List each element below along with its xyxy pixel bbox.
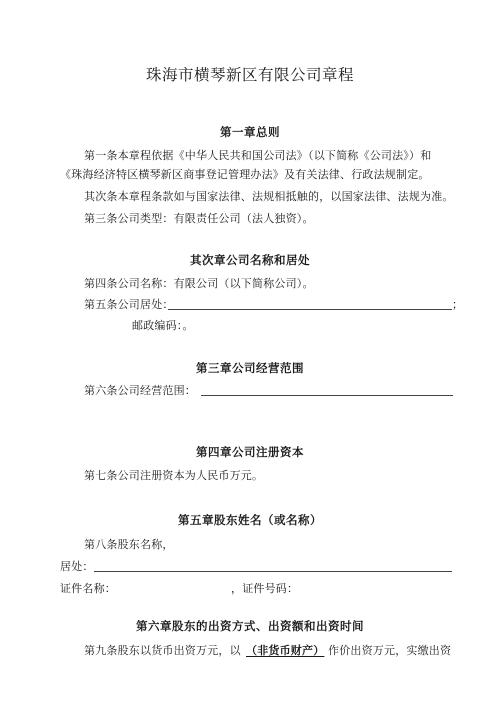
- article-9-non-currency-property: （非货币财产）: [246, 644, 325, 657]
- document-title: 珠海市横琴新区有限公司章程: [145, 66, 354, 84]
- article-2: 其次条本章程条款如与国家法律、法规相抵触的，以国家法律、法规为准。: [84, 190, 454, 203]
- residence-blank-line: [94, 571, 452, 572]
- article-3: 第三条公司类型：有限责任公司（法人独资）。: [84, 212, 314, 225]
- article-8: 第八条股东名称，: [84, 538, 174, 551]
- chapter-5-heading: 第五章股东姓名（或名称）: [178, 513, 322, 527]
- residence-label: 居处：: [60, 560, 94, 573]
- article-6: 第六条公司经营范围：: [84, 384, 196, 397]
- certificate-number-label: ，证件号码：: [231, 582, 299, 595]
- business-scope-blank-line: [201, 395, 453, 396]
- chapter-1-heading: 第一章总则: [220, 125, 280, 139]
- article-9-part-1: 第九条股东以货币出资万元，以: [84, 644, 241, 657]
- article-5: 第五条公司居处：: [84, 298, 174, 311]
- certificate-name-label: 证件名称：: [60, 582, 116, 595]
- postcode: 邮政编码：。: [132, 319, 194, 332]
- chapter-2-heading: 其次章公司名称和居处: [190, 253, 310, 267]
- article-5-end: ；: [452, 298, 464, 311]
- article-7: 第七条公司注册资本为人民币万元。: [84, 469, 264, 482]
- article-1-line-2: 《珠海经济特区横琴新区商事登记管理办法》及有关法律、行政法规制定。: [60, 168, 430, 181]
- address-blank-line: [168, 309, 452, 310]
- article-1-line-1: 第一条本章程依据《中华人民共和国公司法》（以下简称《公司法》）和: [84, 149, 432, 162]
- chapter-3-heading: 第三章公司经营范围: [196, 361, 304, 375]
- article-9-part-2: 作价出资万元，实缴出资: [328, 644, 452, 657]
- chapter-6-heading: 第六章股东的出资方式、出资额和出资时间: [136, 619, 364, 633]
- chapter-4-heading: 第四章公司注册资本: [196, 445, 304, 459]
- article-4: 第四条公司名称：有限公司（以下简称公司）。: [84, 277, 314, 290]
